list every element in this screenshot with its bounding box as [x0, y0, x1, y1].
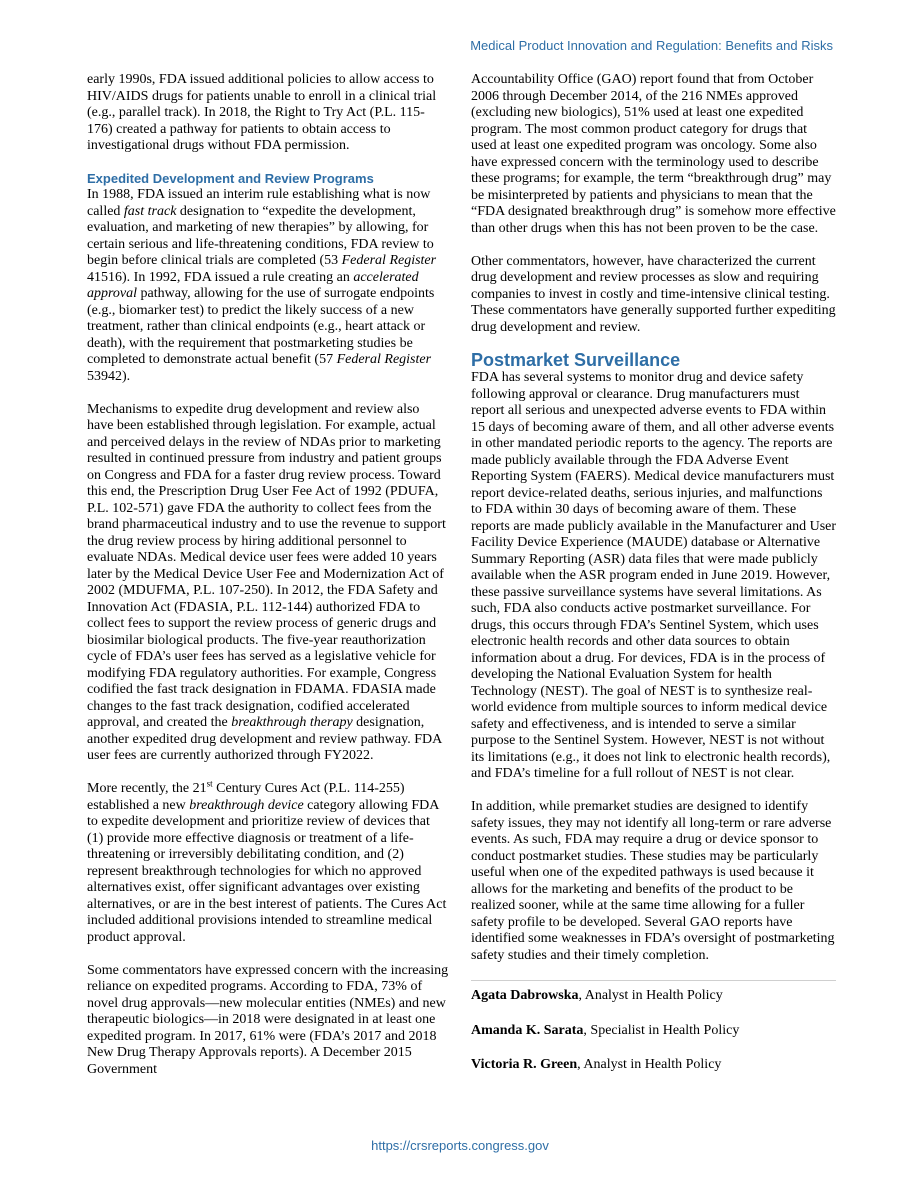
- superscript: st: [206, 778, 213, 789]
- paragraph: More recently, the 21st Century Cures Act (P.L. 114-255) established a new breakthrough device category allowing FDA to expedite development and prioritize review of devices that (1) provide more effective diagnosis or treatment of a life-threatening or irreversibly debilitating condition, and (2) represent breakthrough technologies for which no approved alternatives exist, offer significant advantages over existing alternatives, or are in the best interest of patients. The Cures Act included additional provisions intended to streamline medical product approval.: [87, 778, 447, 945]
- running-header: Medical Product Innovation and Regulation: Benefits and Risks: [470, 38, 833, 53]
- right-column: [471, 72, 836, 1074]
- italic-term: accelerated approval: [87, 269, 419, 301]
- paragraph: Mechanisms to expedite drug development and review also have been established through legislation. For example, actual and perceived delays in the review of NDAs prior to marketing resulted in continued pressure from industry and patient groups on Congress and FDA for a faster drug review process. Toward this end, the Prescription Drug User Fee Act of 1992 (PDUFA, P.L. 102-571) gave FDA the authority to collect fees from the brand pharmaceutical industry and to use the revenue to support the drug review process by hiring additional personnel to evaluate NDAs. Medical device user fees were added 10 years later by the Medical Device User Fee and Modernization Act of 2002 (MDUFMA, P.L. 107-250). In 2012, the FDA Safety and Innovation Act (FDASIA, P.L. 112-144) authorized FDA to collect fees to support the review process of generic drugs and biosimilar biological products. The five-year reauthorization cycle of FDA’s user fees has served as a legislative vehicle for modifying FDA regulatory authorities. For example, Congress codified the fast track designation in FDAMA. FDASIA made changes to the fast track designation, codified accelerated approval, and created the breakthrough therapy designation, another expedited drug development and review pathway. FDA user fees are currently authorized through FY2022.: [87, 401, 446, 763]
- paragraph: Other commentators, however, have characterized the current drug development and review processes as slow and requiring companies to invest in costly and time-intensive clinical testing. These commentators have generally supported further expediting drug development and review.: [471, 253, 836, 335]
- author-role: , Analyst in Health Policy: [578, 988, 723, 1003]
- author-name: Victoria R. Green: [471, 1057, 578, 1072]
- italic-term: Federal Register: [341, 253, 437, 268]
- author-line: [471, 1056, 836, 1074]
- paragraph: Accountability Office (GAO) report found that from October 2006 through December 2014, of the 216 NMEs approved (excluding new biologics), 51% used at least one expedited program. The most common product category for drugs that used at least one expedited program was oncology. Some also have expressed concern with the terminology used to describe these programs; for example, the term “breakthrough drug” may be misinterpreted by patients and physicians to mean that the “FDA designated breakthrough drug” is somehow more effective than other drugs when this has not been proven to be the case.: [471, 72, 836, 236]
- author-divider: [471, 980, 836, 981]
- author-line: [471, 1022, 836, 1040]
- author-line: [471, 987, 836, 1005]
- author-role: , Specialist in Health Policy: [583, 1022, 740, 1038]
- author-name: Agata Dabrowska: [471, 988, 579, 1003]
- italic-term: breakthrough device: [189, 797, 304, 813]
- footer-url[interactable]: [0, 1138, 920, 1153]
- italic-term: breakthrough therapy: [231, 715, 353, 730]
- italic-term: fast track: [123, 203, 177, 219]
- section-heading-postmarket-surveillance: Postmarket Surveillance: [471, 350, 681, 370]
- paragraph: In 1988, FDA issued an interim rule establishing what is now called fast track designation to “expedite the development, evaluation, and marketing of new therapies” by allowing, for certain serious and life-threatening conditions, FDA review to begin before clinical trials are completed (53 Federal Register 41516). In 1992, FDA issued a rule creating an accelerated approval pathway, allowing for the use of surrogate endpoints (e.g., biomarker test) to predict the likely success of a new treatment, rather than clinical endpoints (e.g., heart attack or death), with the requirement that postmarketing studies be completed to demonstrate actual benefit (57 Federal Register 53942).: [87, 187, 437, 384]
- italic-term: Federal Register: [336, 352, 432, 367]
- author-name: Amanda K. Sarata: [471, 1022, 584, 1038]
- paragraph: early 1990s, FDA issued additional policies to allow access to HIV/AIDS drugs for patients unable to enroll in a clinical trial (e.g., parallel track). In 2018, the Right to Try Act (P.L. 115-176) created a pathway for patients to obtain access to investigational drugs without FDA permission.: [87, 72, 437, 153]
- footer-link[interactable]: https://crsreports.congress.gov: [371, 1138, 549, 1153]
- paragraph: Some commentators have expressed concern with the increasing reliance on expedited programs. According to FDA, 73% of novel drug approvals—new molecular entities (NMEs) and new therapeutic biologics—in 2018 were designated in at least one expedited program. In 2017, 61% were (FDA’s 2017 and 2018 New Drug Therapy Approvals reports). A December 2015 Government: [87, 962, 449, 1077]
- subheading-expedited-programs: Expedited Development and Review Programs: [87, 171, 374, 186]
- paragraph: In addition, while premarket studies are designed to identify safety issues, they may not identify all long-term or rare adverse events. As such, FDA may require a drug or device sponsor to conduct postmarket studies. These studies may be particularly useful when one of the expedited pathways is used because it allows for the marketing and benefits of the product to be realized sooner, while at the same time allowing for a fuller safety profile to be developed. Several GAO reports have identified some weaknesses in FDA’s oversight of postmarketing safety studies and their timely completion.: [471, 799, 835, 963]
- author-role: , Analyst in Health Policy: [577, 1057, 722, 1072]
- left-column: [87, 72, 449, 1078]
- paragraph: FDA has several systems to monitor drug and device safety following approval or clearance. Drug manufacturers must report all serious and unexpected adverse events to FDA within 15 days of becoming aware of them, and all other adverse events in other mandated periodic reports to the agency. The reports are made publicly available through the FDA Adverse Event Reporting System (FAERS). Medical device manufacturers must report device-related deaths, serious injuries, and malfunctions to FDA within 30 days of becoming aware of them. These reports are made publicly available in the Manufacturer and User Facility Device Experience (MAUDE) database or Alternative Summary Reporting (ASR) data files that were made publicly available when the ASR program ended in June 2019. However, these passive surveillance systems have several limitations. As such, FDA also conducts active postmarket surveillance. For drugs, this occurs through FDA’s Sentinel System, which uses electronic health records and other data sources to obtain information about a drug. For devices, FDA is in the process of developing the National Evaluation System for health Technology (NEST). The goal of NEST is to synthesize real-world evidence from multiple sources to inform medical device safety and effectiveness, and is intended to serve a similar purpose to the Sentinel System. However, NEST is not without its limitations (e.g., it does not link to electronic health records), and FDA’s timeline for a full rollout of NEST is not clear.: [471, 370, 837, 781]
- author-list: [471, 987, 836, 1074]
